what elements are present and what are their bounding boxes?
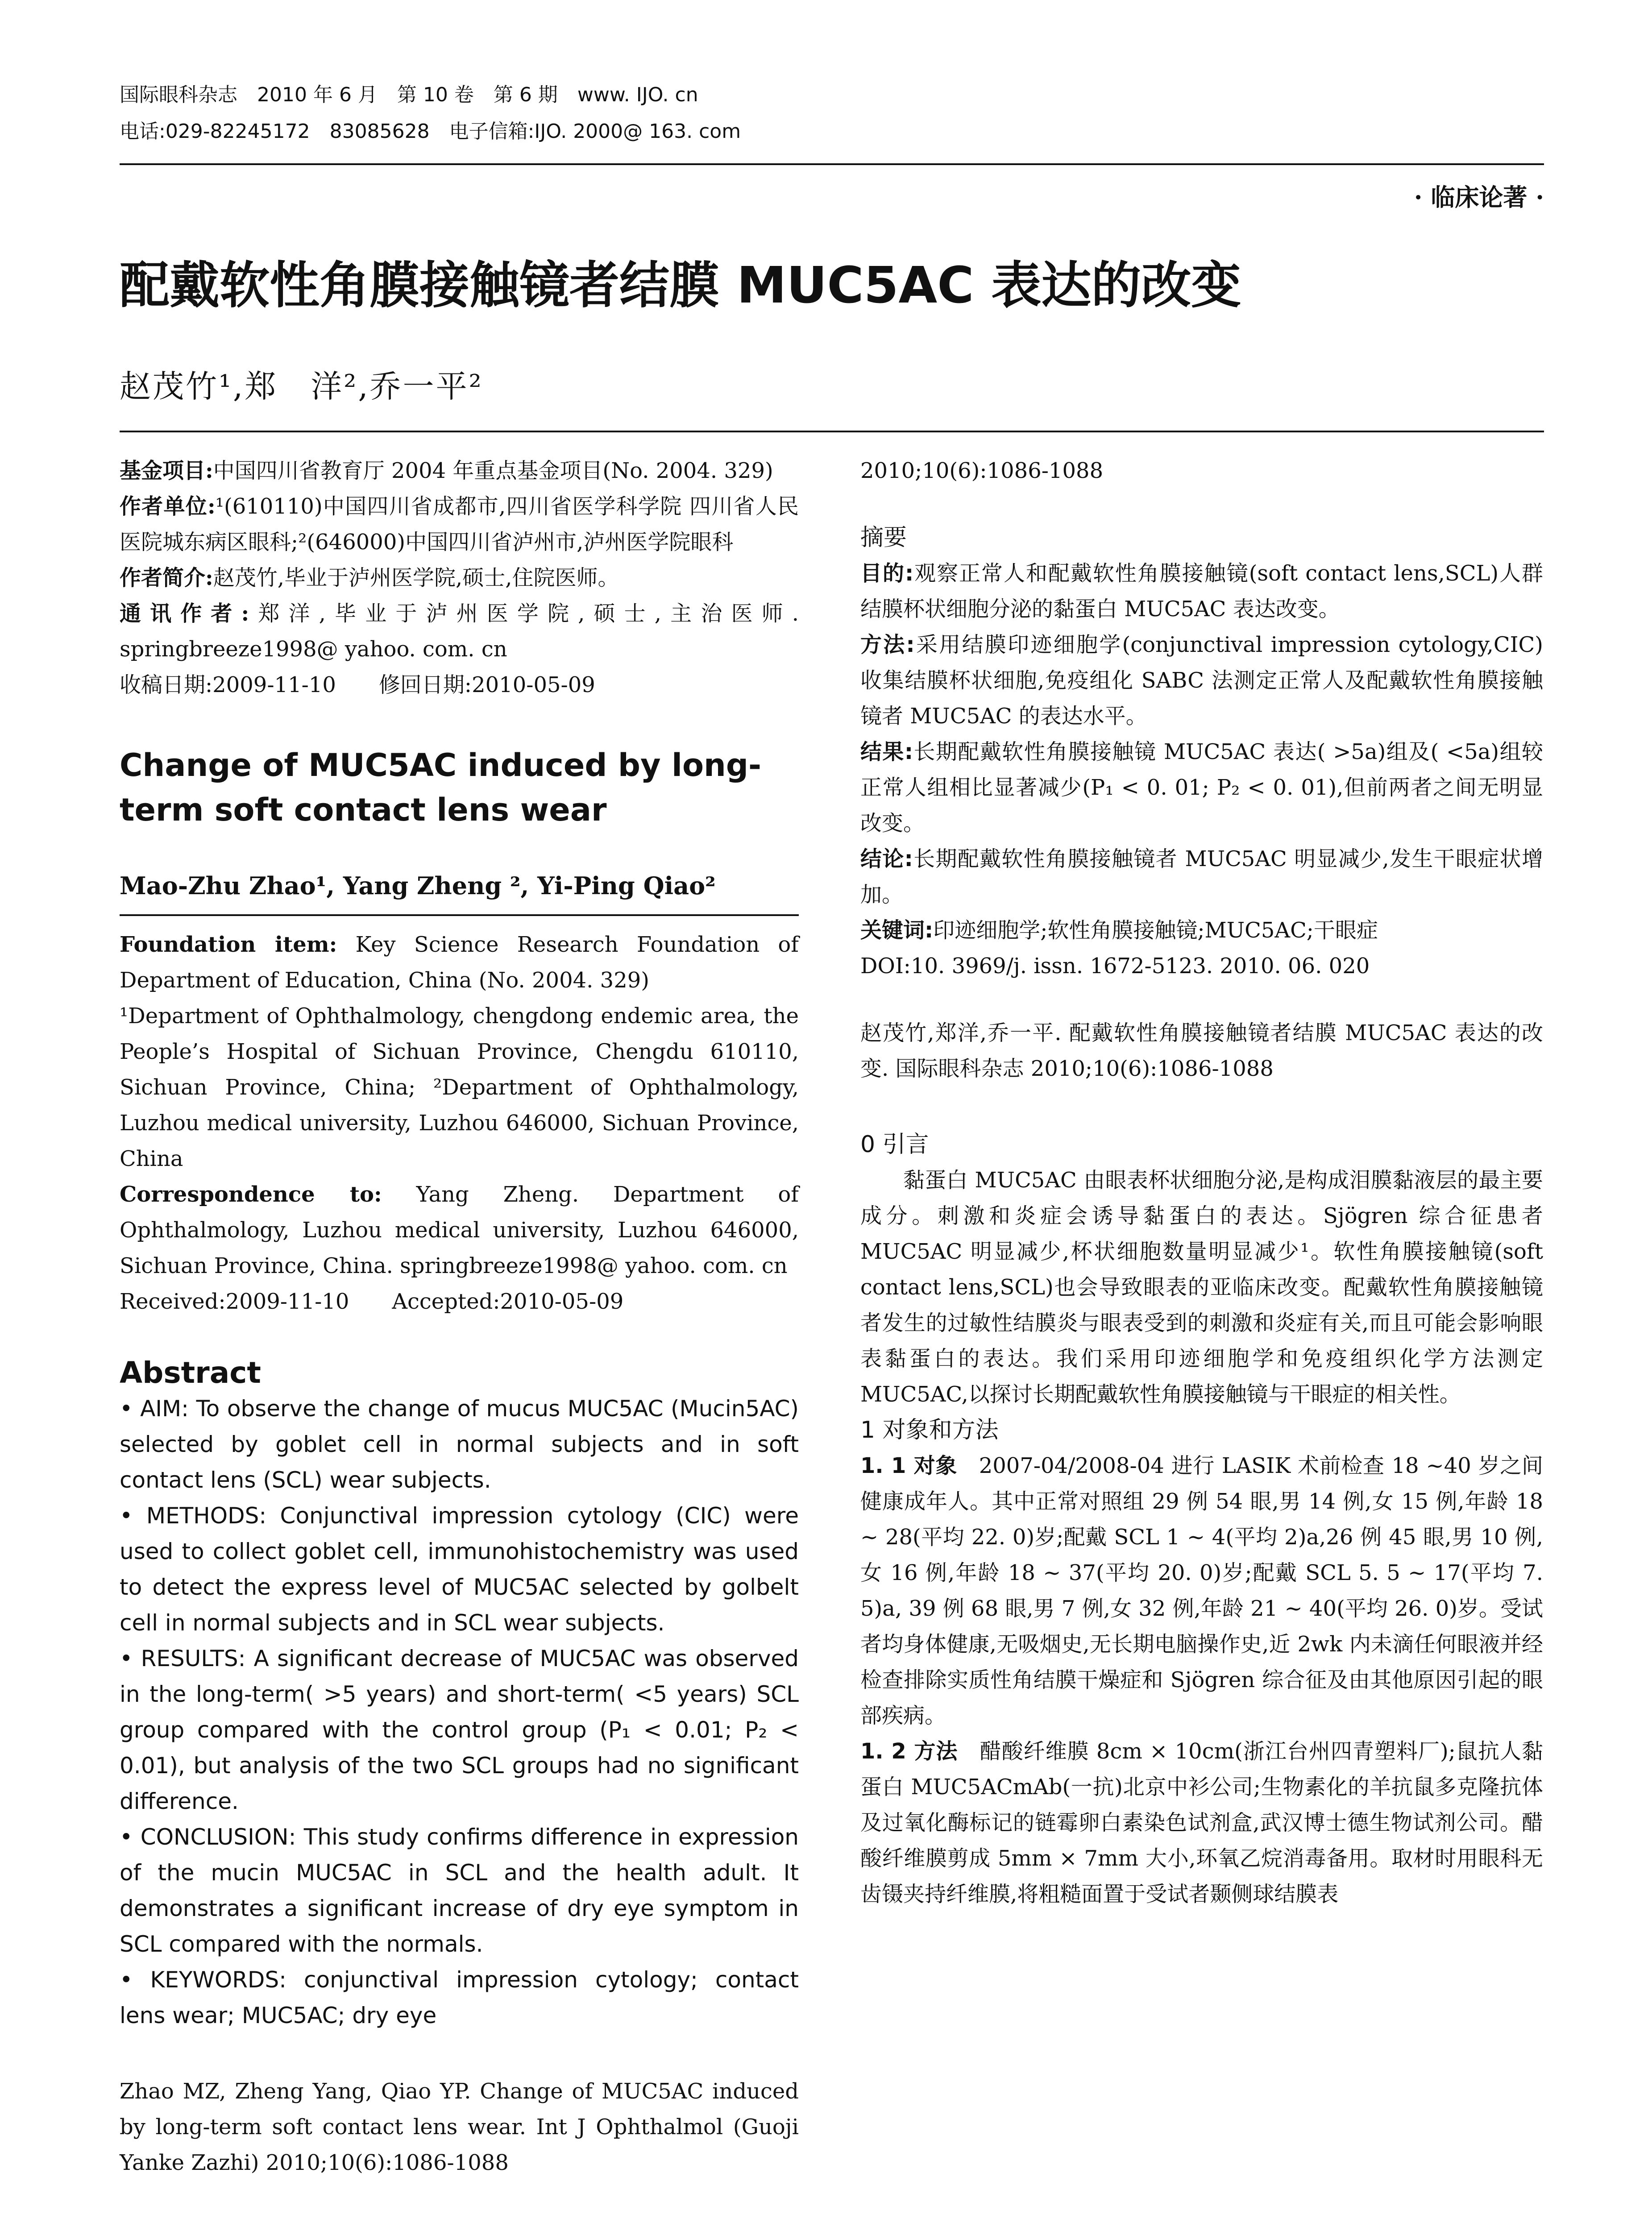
article-authors: 赵茂竹¹,郑 洋²,乔一平² [120,368,483,405]
correspondence-en: Correspondence to: Yang Zheng. Department of Ophthalmology, Luzhou medical university, Luzhou 646000, Sichuan Province, China. springbreeze1998@ yahoo. com. cn [120,1182,799,1278]
left-column [120,453,799,2181]
abstract-cn-conclusion: 结论:长期配戴软性角膜接触镜者 MUC5AC 明显减少,发生干眼症状增加。 [860,846,1543,907]
bio-cn: 作者简介:赵茂竹,毕业于泸州医学院,硕士,住院医师。 [120,565,619,590]
citation-en: Zhao MZ, Zheng Yang, Qiao YP. Change of MUC5AC induced by long-term soft contact lens wear. Int J Ophthalmol (Guoji Yanke Zazhi) 2010;10(6):1086-1088 [120,2079,799,2175]
abstract-cn-aim: 目的:观察正常人和配戴软性角膜接触镜(soft contact lens,SCL)人群结膜杯状细胞分泌的黏蛋白 MUC5AC 表达改变。 [860,561,1543,622]
abstract-cn-methods: 方法:采用结膜印迹细胞学(conjunctival impression cytology,CIC)收集结膜杯状细胞,免疫组化 SABC 法测定正常人及配戴软性角膜接触镜者 MUC5AC 的表达水平。 [860,632,1543,729]
doi: DOI:10. 3969/j. issn. 1672-5123. 2010. 06. 020 [860,954,1370,979]
affiliation-cn: 作者单位:¹(610110)中国四川省成都市,四川省医学科学院 四川省人民医院城东病区眼科;²(646000)中国四川省泸州市,泸州医学院眼科 [120,494,799,555]
citation-continuation: 2010;10(6):1086-1088 [860,458,1104,483]
right-column [860,453,1543,1912]
abstract-cn-keywords: 关键词:印迹细胞学;软性角膜接触镜;MUC5AC;干眼症 [860,918,1378,943]
abstract-methods: • METHODS: Conjunctival impression cytology (CIC) were used to collect goblet cell, immunohistochemistry was used to detect the express level of MUC5AC selected by golbelt cell in normal subjects and in SCL wear subjects. [120,1503,799,1636]
journal-header-line2: 电话:029-82245172 83085628 电子信箱:IJO. 2000@ 163. com [120,120,741,143]
correspondence-cn: 通讯作者:郑洋,毕业于泸州医学院,硕士,主治医师. springbreeze1998@ yahoo. com. cn [120,601,799,662]
section-1-1: 1. 1 对象 2007-04/2008-04 进行 LASIK 术前检查 18 ~40 岁之间健康成年人。其中正常对照组 29 例 54 眼,男 14 例,女 15 例,年龄 18 ~ 28(平均 22. 0)岁;配戴 SCL 1 ~ 4(平均 2)a,26 例 45 眼,男 10 例,女 16 例,年龄 18 ~ 37(平均 20. 0)岁;配戴 SCL 5. 5 ~ 17(平均 7. 5)a, 39 例 68 眼,男 7 例,女 32 例,年龄 21 ~ 40(平均 26. 0)岁。受试者均身体健康,无吸烟史,无长期电脑操作史,近 2wk 内未滴任何眼液并经检查排除实质性角结膜干燥症和 Sjögren 综合征及由其他原因引起的眼部疾病。 [860,1453,1543,1728]
foundation-cn: 基金项目:中国四川省教育厅 2004 年重点基金项目(No. 2004. 329) [120,458,773,483]
abstract-keywords: • KEYWORDS: conjunctival impression cytology; contact lens wear; MUC5AC; dry eye [120,1967,799,2028]
section-1-2: 1. 2 方法 醋酸纤维膜 8cm × 10cm(浙江台州四青塑料厂);鼠抗人黏蛋白 MUC5ACmAb(一抗)北京中衫公司;生物素化的羊抗鼠多克隆抗体及过氧化酶标记的链霉卵白素染色试剂盒,武汉博士德生物试剂公司。醋酸纤维膜剪成 5mm × 7mm 大小,环氧乙烷消毒备用。取材时用眼科无齿镊夹持纤维膜,将粗糙面置于受试者颞侧球结膜表 [860,1739,1543,1907]
authors-divider [120,431,1544,432]
english-title: Change of MUC5AC induced by long-term soft contact lens wear [120,747,762,828]
abstract-conclusion: • CONCLUSION: This study confirms difference in expression of the mucin MUC5AC in SCL and the health adult. It demonstrates a significant increase of dry eye symptom in SCL compared with the normals. [120,1824,799,1957]
dates-cn: 收稿日期:2009-11-10 修回日期:2010-05-09 [120,672,595,697]
foundation-en: Foundation item: Key Science Research Foundation of Department of Education, China (No. 2004. 329) [120,932,799,993]
abstract-heading: Abstract [120,1356,261,1390]
section1-heading: 1 对象和方法 [860,1417,999,1443]
affiliation-en: ¹Department of Ophthalmology, chengdong endemic area, the People’s Hospital of Sichuan Province, Chengdu 610110, Sichuan Province, China; ²Department of Ophthalmology, Luzhou medical university, Luzhou 646000, Sichuan Province, China [120,1004,799,1171]
journal-header-line1: 国际眼科杂志 2010 年 6 月 第 10 卷 第 6 期 www. IJO. cn [120,83,698,106]
citation-cn: 赵茂竹,郑洋,乔一平. 配戴软性角膜接触镜者结膜 MUC5AC 表达的改变. 国际眼科杂志 2010;10(6):1086-1088 [860,1020,1543,1081]
intro-paragraph: 黏蛋白 MUC5AC 由眼表杯状细胞分泌,是构成泪膜黏液层的最主要成分。刺激和炎症会诱导黏蛋白的表达。Sjögren 综合征患者 MUC5AC 明显减少,杯状细胞数量明显减少¹。软性角膜接触镜(soft contact lens,SCL)也会导致眼表的亚临床改变。配戴软性角膜接触镜者发生的过敏性结膜炎与眼表受到的刺激和炎症有关,而且可能会影响眼表黏蛋白的表达。我们采用印迹细胞学和免疫组织化学方法测定 MUC5AC,以探讨长期配戴软性角膜接触镜与干眼症的相关性。 [860,1168,1543,1407]
article-category: · 临床论著 · [1414,183,1544,211]
english-authors: Mao-Zhu Zhao¹, Yang Zheng ², Yi-Ping Qiao² [120,871,716,900]
abstract-aim: • AIM: To observe the change of mucus MUC5AC (Mucin5AC) selected by goblet cell in normal subjects and in soft contact lens (SCL) wear subjects. [120,1396,799,1493]
abstract-cn-heading: 摘要 [860,524,907,551]
intro-heading: 0 引言 [860,1131,929,1158]
article-title: 配戴软性角膜接触镜者结膜 MUC5AC 表达的改变 [120,257,1241,315]
abstract-results: • RESULTS: A significant decrease of MUC5AC was observed in the long-term( >5 years) and short-term( <5 years) SCL group compared with the control group (P₁ < 0.01; P₂ < 0.01), but analysis of the two SCL groups had no significant difference. [120,1646,799,1814]
header-divider [120,163,1544,165]
abstract-cn-results: 结果:长期配戴软性角膜接触镜 MUC5AC 表达( >5a)组及( <5a)组较正常人组相比显著减少(P₁ < 0. 01; P₂ < 0. 01),但前两者之间无明显改变。 [860,739,1544,836]
dates-en: Received:2009-11-10 Accepted:2010-05-09 [120,1289,624,1314]
